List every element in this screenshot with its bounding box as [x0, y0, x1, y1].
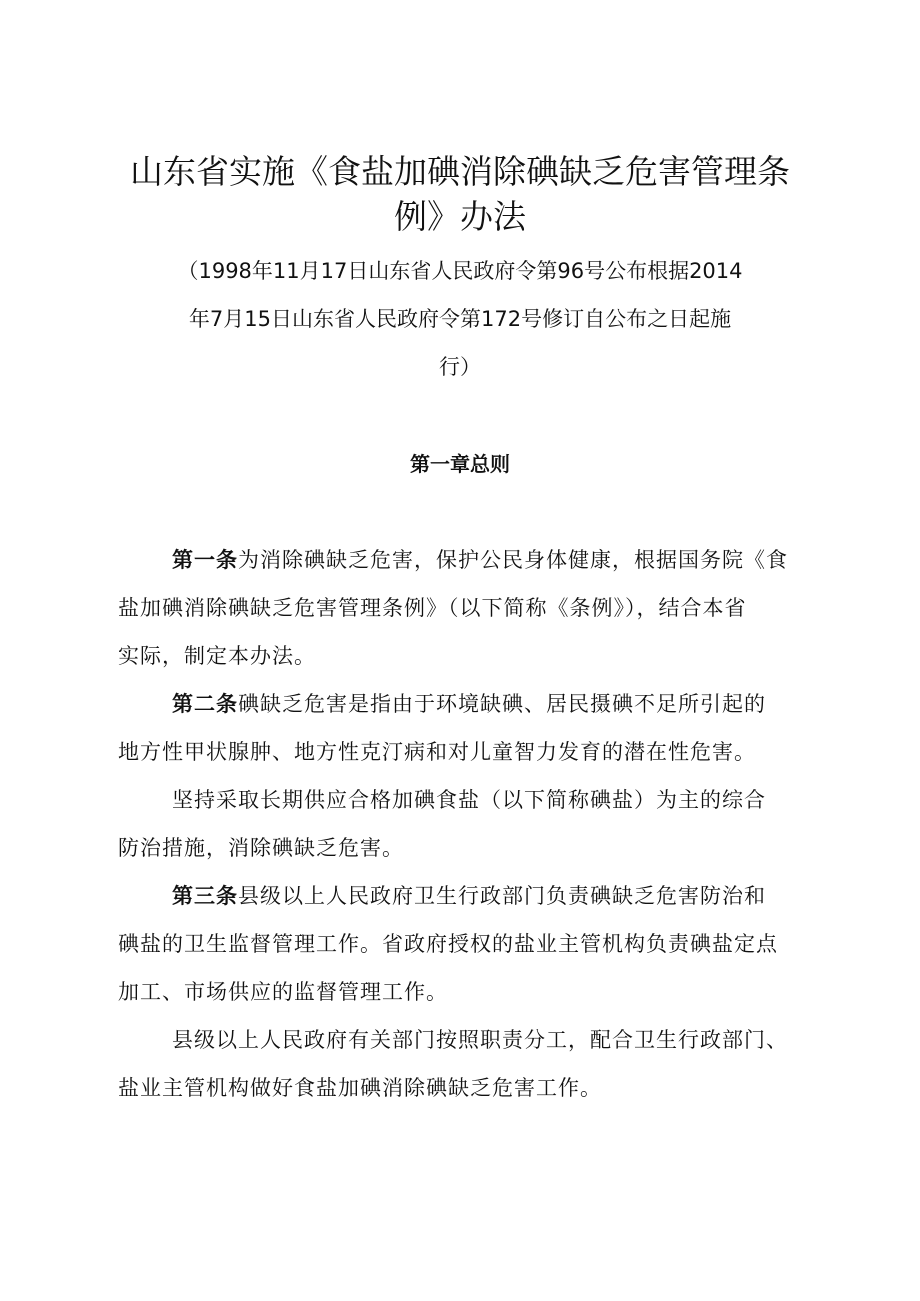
article-3-first-line [172, 881, 872, 911]
document-title-line-1: 山东省实施《食盐加碘消除碘缺乏危害管理条 [130, 152, 790, 191]
promulgation-note-line-1: （1998年11月17日山东省人民政府令第96号公布根据2014 [177, 259, 743, 283]
article-3-label: 第三条 [172, 884, 238, 908]
article-3-paragraph-2-line-1: 县级以上人民政府有关部门按照职责分工，配合卫生行政部门、 [172, 1028, 788, 1052]
document-title-line-2: 例》办法 [394, 197, 526, 236]
article-2-first-line [172, 689, 872, 719]
article-3-line-2: 碘盐的卫生监督管理工作。省政府授权的盐业主管机构负责碘盐定点 [118, 932, 778, 956]
article-2-line-2: 地方性甲状腺肿、地方性克汀病和对儿童智力发育的潜在性危害。 [118, 740, 756, 764]
article-2-label: 第二条 [172, 692, 238, 716]
article-2-paragraph-2-line-1: 坚持采取长期供应合格加碘食盐（以下简称碘盐）为主的综合 [172, 788, 766, 812]
promulgation-note-line-2: 年7月15日山东省人民政府令第172号修订自公布之日起施 [188, 307, 732, 331]
article-1-line-3: 实际，制定本办法。 [118, 644, 316, 668]
article-1-line-2: 盐加碘消除碘缺乏危害管理条例》（以下简称《条例》），结合本省 [118, 596, 747, 620]
article-2-paragraph-2-line-2: 防治措施，消除碘缺乏危害。 [118, 836, 404, 860]
article-3-text: 县级以上人民政府卫生行政部门负责碘缺乏危害防治和 [238, 884, 766, 908]
article-3-line-3: 加工、市场供应的监督管理工作。 [118, 980, 448, 1004]
chapter-heading: 第一章总则 [410, 452, 510, 476]
article-3-paragraph-2-line-2: 盐业主管机构做好食盐加碘消除碘缺乏危害工作。 [118, 1076, 602, 1100]
promulgation-note-line-3: 行） [439, 355, 481, 379]
article-1-first-line [172, 545, 872, 575]
article-1-text: 为消除碘缺乏危害，保护公民身体健康，根据国务院《食 [238, 548, 788, 572]
article-1-label: 第一条 [172, 548, 238, 572]
article-2-text: 碘缺乏危害是指由于环境缺碘、居民摄碘不足所引起的 [238, 692, 766, 716]
